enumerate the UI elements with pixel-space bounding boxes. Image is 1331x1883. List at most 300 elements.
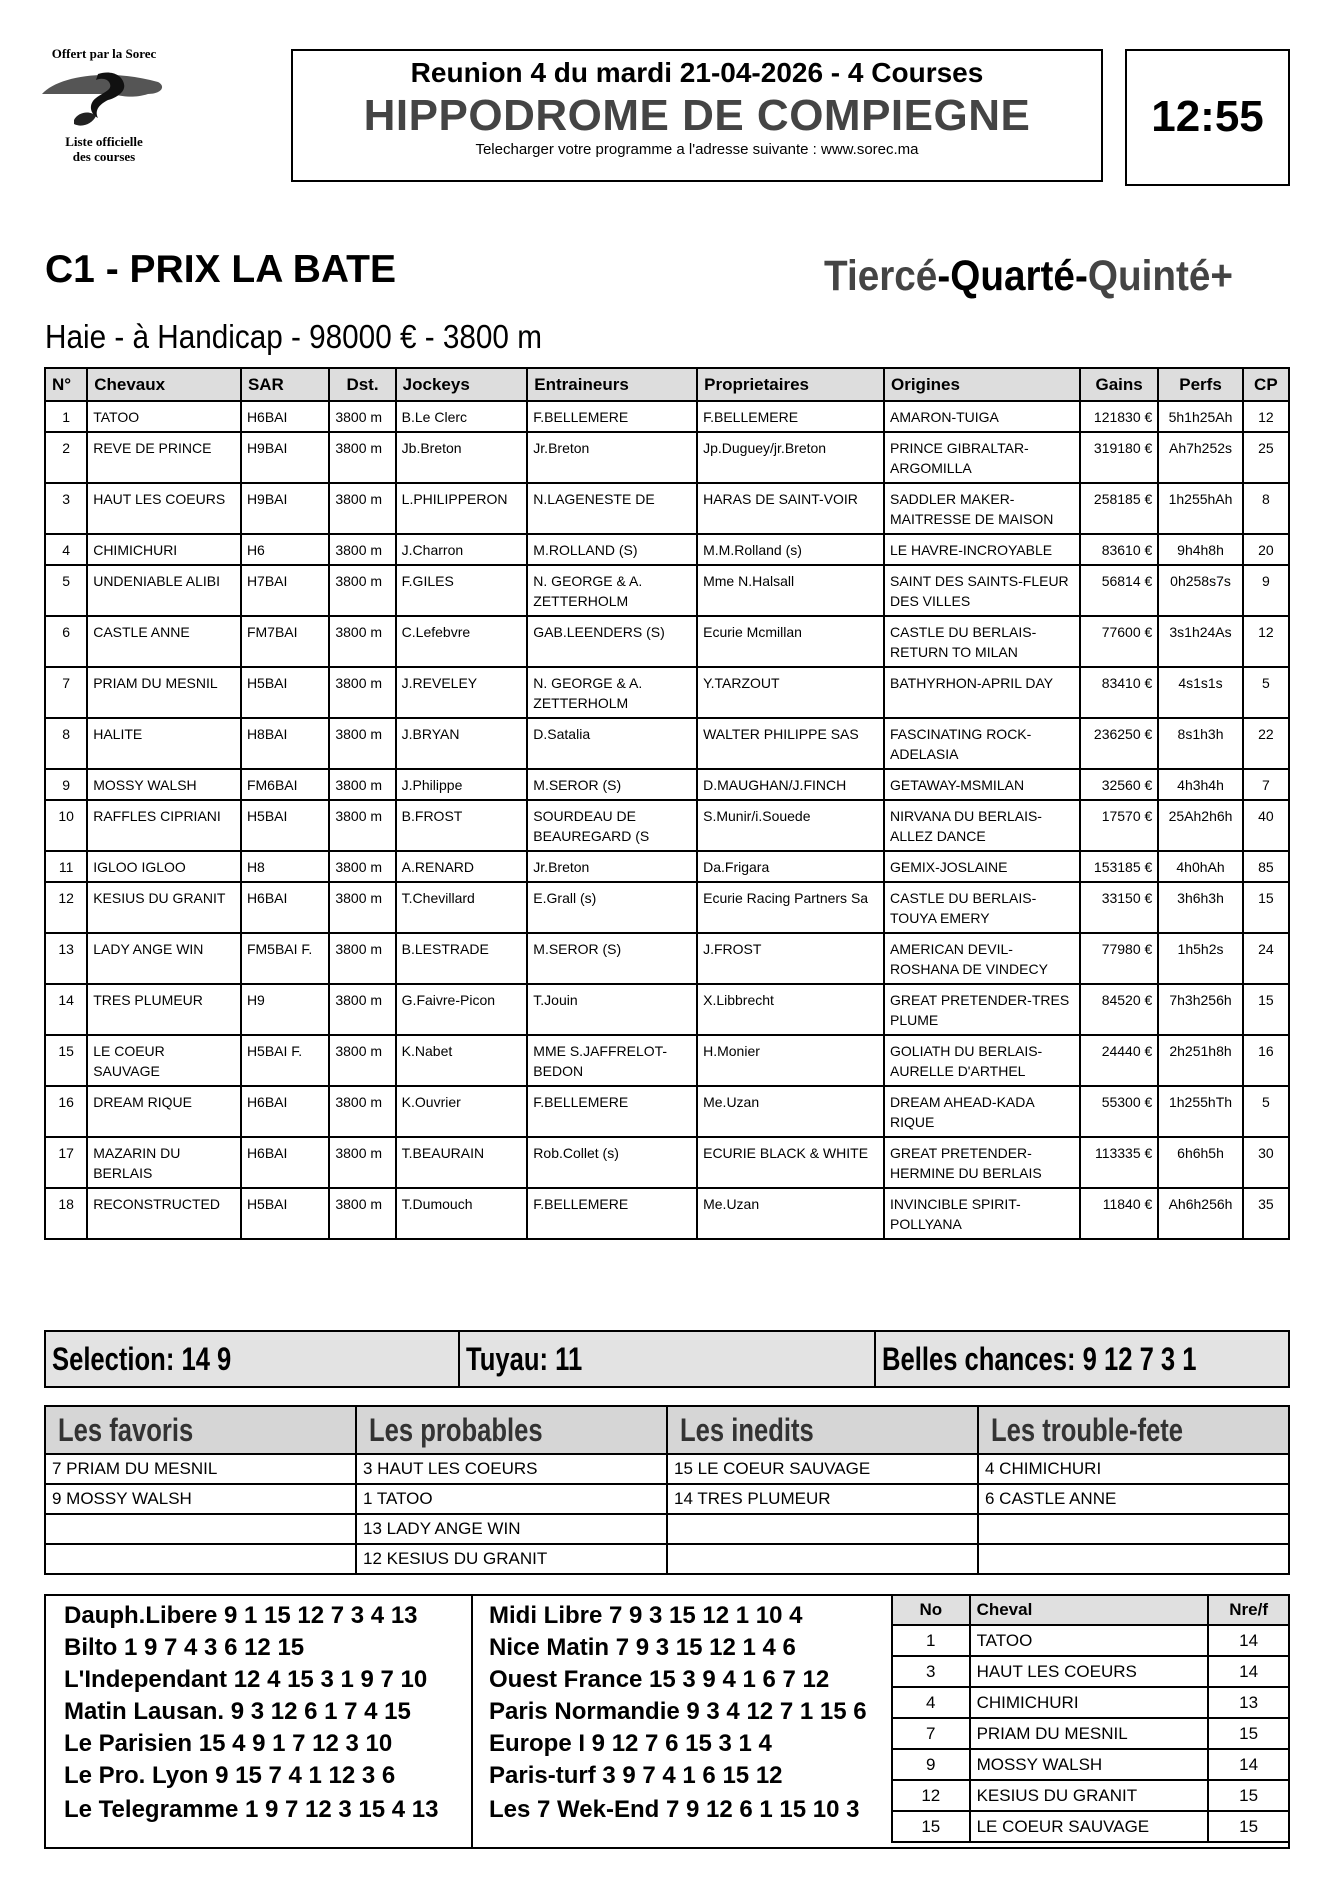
cell-trainer: N. GEORGE & A. ZETTERHOLM <box>527 667 697 718</box>
cell-origins: BATHYRHON-APRIL DAY <box>884 667 1080 718</box>
press-line: Matin Lausan. 9 3 12 6 1 7 4 15 <box>64 1698 411 1725</box>
category-header-label: Les favoris <box>58 1411 194 1448</box>
venue-title: HIPPODROME DE COMPIEGNE <box>363 91 1031 140</box>
press-line: Midi Libre 7 9 3 15 12 1 10 4 <box>489 1602 803 1629</box>
runners-header-row <box>45 368 1289 401</box>
cell-earnings: 77980 € <box>1080 933 1158 984</box>
cell-perfs: Ah7h252s <box>1158 432 1242 483</box>
cell-distance: 3800 m <box>329 1137 395 1188</box>
cell-distance: 3800 m <box>329 933 395 984</box>
category-trouble-fete-entry <box>978 1514 1289 1544</box>
cell-earnings: 84520 € <box>1080 984 1158 1035</box>
cell-jockey: B.Le Clerc <box>396 401 528 432</box>
cell-perfs: 1h255hAh <box>1158 483 1242 534</box>
runner-row <box>45 933 1289 984</box>
citations-row <box>892 1749 1289 1780</box>
cell-distance: 3800 m <box>329 1188 395 1239</box>
cell-origins: SADDLER MAKER-MAITRESSE DE MAISON <box>884 483 1080 534</box>
citations-horse: MOSSY WALSH <box>970 1749 1209 1780</box>
cell-cp: 5 <box>1243 667 1289 718</box>
cell-owner: Me.Uzan <box>697 1188 884 1239</box>
cell-trainer: M.SEROR (S) <box>527 769 697 800</box>
cell-perfs: 5h1h25Ah <box>1158 401 1242 432</box>
citations-row <box>892 1811 1289 1842</box>
citations-count: 15 <box>1208 1811 1289 1842</box>
cell-perfs: 1h5h2s <box>1158 933 1242 984</box>
citations-horse: CHIMICHURI <box>970 1687 1209 1718</box>
runner-row <box>45 882 1289 933</box>
cell-earnings: 258185 € <box>1080 483 1158 534</box>
race-time: 12:55 <box>1125 49 1290 186</box>
runner-row <box>45 1188 1289 1239</box>
cell-origins: GREAT PRETENDER-TRES PLUME <box>884 984 1080 1035</box>
runner-row <box>45 984 1289 1035</box>
cell-origins: SAINT DES SAINTS-FLEUR DES VILLES <box>884 565 1080 616</box>
cell-jockey: C.Lefebvre <box>396 616 528 667</box>
header-cp: CP <box>1243 368 1289 401</box>
cell-owner: ECURIE BLACK & WHITE <box>697 1137 884 1188</box>
cell-perfs: 3h6h3h <box>1158 882 1242 933</box>
cell-number: 8 <box>45 718 87 769</box>
category-trouble-fete-entry: 6 CASTLE ANNE <box>978 1484 1289 1514</box>
cell-horse: MAZARIN DU BERLAIS <box>87 1137 241 1188</box>
cell-trainer: F.BELLEMERE <box>527 401 697 432</box>
runner-row <box>45 1035 1289 1086</box>
cell-sar: H7BAI <box>241 565 329 616</box>
cell-sar: H6BAI <box>241 401 329 432</box>
category-probables-entry: 13 LADY ANGE WIN <box>356 1514 667 1544</box>
cell-cp: 7 <box>1243 769 1289 800</box>
category-favorites-entry <box>45 1514 356 1544</box>
cell-jockey: L.PHILIPPERON <box>396 483 528 534</box>
category-favorites-entry <box>45 1544 356 1574</box>
runner-row <box>45 1086 1289 1137</box>
cell-perfs: 4h3h4h <box>1158 769 1242 800</box>
runner-row <box>45 616 1289 667</box>
cell-distance: 3800 m <box>329 432 395 483</box>
press-line: Nice Matin 7 9 3 15 12 1 4 6 <box>489 1634 796 1661</box>
citations-number: 9 <box>892 1749 970 1780</box>
cell-number: 17 <box>45 1137 87 1188</box>
cell-distance: 3800 m <box>329 882 395 933</box>
press-line: Bilto 1 9 7 4 3 6 12 15 <box>64 1634 305 1661</box>
cell-owner: Da.Frigara <box>697 851 884 882</box>
meeting-title: Reunion 4 du mardi 21-04-2026 - 4 Courses <box>410 57 984 88</box>
cell-horse: RECONSTRUCTED <box>87 1188 241 1239</box>
cell-sar: FM5BAI F. <box>241 933 329 984</box>
citations-number: 15 <box>892 1811 970 1842</box>
cell-earnings: 83410 € <box>1080 667 1158 718</box>
cell-jockey: F.GILES <box>396 565 528 616</box>
citations-number: 3 <box>892 1656 970 1687</box>
cell-number: 3 <box>45 483 87 534</box>
citations-number: 7 <box>892 1718 970 1749</box>
cell-horse: LE COEUR SAUVAGE <box>87 1035 241 1086</box>
cell-jockey: T.Chevillard <box>396 882 528 933</box>
citations-number: 12 <box>892 1780 970 1811</box>
cell-trainer: M.SEROR (S) <box>527 933 697 984</box>
cell-cp: 16 <box>1243 1035 1289 1086</box>
sorec-logo <box>34 46 174 176</box>
press-column-2 <box>471 1596 891 1847</box>
citations-header-number: No <box>892 1595 970 1625</box>
cell-jockey: K.Nabet <box>396 1035 528 1086</box>
cell-trainer: N.LAGENESTE DE <box>527 483 697 534</box>
cell-jockey: K.Ouvrier <box>396 1086 528 1137</box>
cell-perfs: 4s1s1s <box>1158 667 1242 718</box>
cell-perfs: Ah6h256h <box>1158 1188 1242 1239</box>
bet-type <box>824 252 1233 301</box>
cell-owner: M.M.Rolland (s) <box>697 534 884 565</box>
cell-trainer: MME S.JAFFRELOT-BEDON <box>527 1035 697 1086</box>
runner-row <box>45 769 1289 800</box>
category-favorites-header <box>45 1406 356 1454</box>
cell-perfs: 3s1h24As <box>1158 616 1242 667</box>
press-line: Paris-turf 3 9 7 4 1 6 15 12 <box>489 1762 783 1789</box>
cell-earnings: 153185 € <box>1080 851 1158 882</box>
citations-horse: LE COEUR SAUVAGE <box>970 1811 1209 1842</box>
cell-trainer: E.Grall (s) <box>527 882 697 933</box>
cell-horse: CASTLE ANNE <box>87 616 241 667</box>
cell-trainer: Jr.Breton <box>527 851 697 882</box>
cell-number: 4 <box>45 534 87 565</box>
logo-top-text: Offert par la Sorec <box>51 46 157 61</box>
citations-header-horse: Cheval <box>970 1595 1209 1625</box>
citations-horse: HAUT LES COEURS <box>970 1656 1209 1687</box>
belles-chances-box <box>874 1330 1290 1388</box>
cell-horse: REVE DE PRINCE <box>87 432 241 483</box>
cell-owner: WALTER PHILIPPE SAS <box>697 718 884 769</box>
press-line: Europe I 9 12 7 6 15 3 1 4 <box>489 1730 772 1757</box>
cell-distance: 3800 m <box>329 1035 395 1086</box>
cell-cp: 9 <box>1243 565 1289 616</box>
cell-number: 11 <box>45 851 87 882</box>
cell-earnings: 319180 € <box>1080 432 1158 483</box>
cell-number: 14 <box>45 984 87 1035</box>
category-probables-entry: 1 TATOO <box>356 1484 667 1514</box>
cell-horse: CHIMICHURI <box>87 534 241 565</box>
press-line: Le Telegramme 1 9 7 12 3 15 4 13 <box>64 1796 439 1823</box>
citations-horse: TATOO <box>970 1625 1209 1656</box>
cell-number: 9 <box>45 769 87 800</box>
cell-horse: RAFFLES CIPRIANI <box>87 800 241 851</box>
cell-earnings: 83610 € <box>1080 534 1158 565</box>
cell-cp: 25 <box>1243 432 1289 483</box>
cell-number: 6 <box>45 616 87 667</box>
cell-jockey: Jb.Breton <box>396 432 528 483</box>
citations-header-row <box>892 1595 1289 1625</box>
cell-owner: Mme N.Halsall <box>697 565 884 616</box>
cell-cp: 24 <box>1243 933 1289 984</box>
cell-sar: H5BAI F. <box>241 1035 329 1086</box>
cell-sar: H5BAI <box>241 800 329 851</box>
runner-row <box>45 851 1289 882</box>
cell-owner: X.Libbrecht <box>697 984 884 1035</box>
citations-number: 4 <box>892 1687 970 1718</box>
cell-origins: GREAT PRETENDER-HERMINE DU BERLAIS <box>884 1137 1080 1188</box>
cell-sar: H9 <box>241 984 329 1035</box>
horse-rider-icon <box>38 64 170 136</box>
cell-origins: NIRVANA DU BERLAIS-ALLEZ DANCE <box>884 800 1080 851</box>
citations-row <box>892 1625 1289 1656</box>
cell-distance: 3800 m <box>329 800 395 851</box>
cell-earnings: 113335 € <box>1080 1137 1158 1188</box>
cell-earnings: 56814 € <box>1080 565 1158 616</box>
cell-perfs: 4h0hAh <box>1158 851 1242 882</box>
category-trouble-fete-entry: 4 CHIMICHURI <box>978 1454 1289 1484</box>
cell-cp: 12 <box>1243 616 1289 667</box>
cell-jockey: J.Philippe <box>396 769 528 800</box>
cell-perfs: 7h3h256h <box>1158 984 1242 1035</box>
cell-horse: IGLOO IGLOO <box>87 851 241 882</box>
cell-distance: 3800 m <box>329 851 395 882</box>
header-horse: Chevaux <box>87 368 241 401</box>
cell-number: 10 <box>45 800 87 851</box>
cell-trainer: F.BELLEMERE <box>527 1086 697 1137</box>
citations-count: 14 <box>1208 1749 1289 1780</box>
cell-cp: 8 <box>1243 483 1289 534</box>
selection-box <box>44 1330 460 1388</box>
cell-earnings: 17570 € <box>1080 800 1158 851</box>
cell-trainer: Jr.Breton <box>527 432 697 483</box>
cell-owner: S.Munir/i.Souede <box>697 800 884 851</box>
category-probables-entry: 12 KESIUS DU GRANIT <box>356 1544 667 1574</box>
cell-sar: H6 <box>241 534 329 565</box>
category-inedits-entry <box>667 1514 978 1544</box>
cell-earnings: 32560 € <box>1080 769 1158 800</box>
cell-origins: AMARON-TUIGA <box>884 401 1080 432</box>
cell-owner: Ecurie Racing Partners Sa <box>697 882 884 933</box>
cell-distance: 3800 m <box>329 534 395 565</box>
category-probables-header <box>356 1406 667 1454</box>
cell-cp: 35 <box>1243 1188 1289 1239</box>
cell-number: 16 <box>45 1086 87 1137</box>
cell-trainer: Rob.Collet (s) <box>527 1137 697 1188</box>
category-favorites-entry: 9 MOSSY WALSH <box>45 1484 356 1514</box>
cell-owner: Ecurie Mcmillan <box>697 616 884 667</box>
cell-jockey: B.FROST <box>396 800 528 851</box>
citations-row <box>892 1780 1289 1811</box>
cell-origins: INVINCIBLE SPIRIT-POLLYANA <box>884 1188 1080 1239</box>
cell-sar: H8BAI <box>241 718 329 769</box>
cell-number: 12 <box>45 882 87 933</box>
cell-sar: H6BAI <box>241 1086 329 1137</box>
press-line: Les 7 Wek-End 7 9 12 6 1 15 10 3 <box>489 1796 860 1823</box>
cell-number: 15 <box>45 1035 87 1086</box>
cell-origins: DREAM AHEAD-KADA RIQUE <box>884 1086 1080 1137</box>
press-line: Le Parisien 15 4 9 1 7 12 3 10 <box>64 1730 393 1757</box>
cell-number: 1 <box>45 401 87 432</box>
cell-owner: H.Monier <box>697 1035 884 1086</box>
cell-origins: GETAWAY-MSMILAN <box>884 769 1080 800</box>
bet-tierce: Tiercé <box>824 252 938 300</box>
citations-table <box>891 1594 1290 1843</box>
logo-bottom-text <box>34 134 174 164</box>
tuyau-box <box>458 1330 876 1388</box>
cell-earnings: 55300 € <box>1080 1086 1158 1137</box>
cell-perfs: 2h251h8h <box>1158 1035 1242 1086</box>
citations-count: 15 <box>1208 1718 1289 1749</box>
cell-number: 18 <box>45 1188 87 1239</box>
citations-horse: KESIUS DU GRANIT <box>970 1780 1209 1811</box>
cell-distance: 3800 m <box>329 667 395 718</box>
header-number: N° <box>45 368 87 401</box>
logo-bottom-line-2: des courses <box>72 149 136 164</box>
press-line: Le Pro. Lyon 9 15 7 4 1 12 3 6 <box>64 1762 396 1789</box>
cell-distance: 3800 m <box>329 565 395 616</box>
category-row <box>45 1484 1289 1514</box>
header-trainer: Entraineurs <box>527 368 697 401</box>
cell-distance: 3800 m <box>329 769 395 800</box>
download-note: Telecharger votre programme a l'adresse suivante : www.sorec.ma <box>475 141 919 158</box>
cell-trainer: T.Jouin <box>527 984 697 1035</box>
logo-bottom-line-1: Liste officielle <box>65 134 143 149</box>
cell-origins: GEMIX-JOSLAINE <box>884 851 1080 882</box>
cell-jockey: T.BEAURAIN <box>396 1137 528 1188</box>
category-inedits-entry: 14 TRES PLUMEUR <box>667 1484 978 1514</box>
category-trouble-fete-header <box>978 1406 1289 1454</box>
cell-perfs: 25Ah2h6h <box>1158 800 1242 851</box>
cell-cp: 30 <box>1243 1137 1289 1188</box>
press-line: L'Independant 12 4 15 3 1 9 7 10 <box>64 1666 428 1693</box>
bet-quinte: Quinté+ <box>1087 252 1233 300</box>
header-owner: Proprietaires <box>697 368 884 401</box>
cell-distance: 3800 m <box>329 401 395 432</box>
category-row <box>45 1544 1289 1574</box>
runners-table <box>44 367 1290 1240</box>
cell-earnings: 121830 € <box>1080 401 1158 432</box>
cell-perfs: 8s1h3h <box>1158 718 1242 769</box>
cell-sar: FM6BAI <box>241 769 329 800</box>
cell-jockey: A.RENARD <box>396 851 528 882</box>
category-row <box>45 1514 1289 1544</box>
cell-perfs: 9h4h8h <box>1158 534 1242 565</box>
cell-origins: LE HAVRE-INCROYABLE <box>884 534 1080 565</box>
selection-text: Selection: 14 9 <box>52 1341 232 1377</box>
cell-horse: KESIUS DU GRANIT <box>87 882 241 933</box>
cell-cp: 20 <box>1243 534 1289 565</box>
cell-distance: 3800 m <box>329 483 395 534</box>
press-column-1 <box>46 1596 473 1847</box>
cell-owner: D.MAUGHAN/J.FINCH <box>697 769 884 800</box>
citations-count: 13 <box>1208 1687 1289 1718</box>
category-row <box>45 1454 1289 1484</box>
cell-perfs: 6h6h5h <box>1158 1137 1242 1188</box>
runner-row <box>45 800 1289 851</box>
cell-horse: TRES PLUMEUR <box>87 984 241 1035</box>
cell-distance: 3800 m <box>329 718 395 769</box>
cell-sar: H8 <box>241 851 329 882</box>
cell-sar: H5BAI <box>241 667 329 718</box>
cell-trainer: F.BELLEMERE <box>527 1188 697 1239</box>
cell-trainer: M.ROLLAND (S) <box>527 534 697 565</box>
category-inedits-header <box>667 1406 978 1454</box>
citations-count: 14 <box>1208 1656 1289 1687</box>
citations-count: 14 <box>1208 1625 1289 1656</box>
press-predictions <box>44 1594 1290 1849</box>
cell-sar: H9BAI <box>241 432 329 483</box>
cell-number: 13 <box>45 933 87 984</box>
cell-earnings: 11840 € <box>1080 1188 1158 1239</box>
runner-row <box>45 534 1289 565</box>
press-line: Ouest France 15 3 9 4 1 6 7 12 <box>489 1666 830 1693</box>
cell-owner: Jp.Duguey/jr.Breton <box>697 432 884 483</box>
cell-origins: CASTLE DU BERLAIS-RETURN TO MILAN <box>884 616 1080 667</box>
cell-trainer: N. GEORGE & A. ZETTERHOLM <box>527 565 697 616</box>
header-distance: Dst. <box>329 368 395 401</box>
press-line: Paris Normandie 9 3 4 12 7 1 15 6 <box>489 1698 867 1725</box>
header-jockey: Jockeys <box>396 368 528 401</box>
category-trouble-fete-entry <box>978 1544 1289 1574</box>
header-sar: SAR <box>241 368 329 401</box>
category-header-label: Les probables <box>369 1411 543 1448</box>
category-favorites-entry: 7 PRIAM DU MESNIL <box>45 1454 356 1484</box>
press-line: Dauph.Libere 9 1 15 12 7 3 4 13 <box>64 1602 418 1629</box>
cell-origins: FASCINATING ROCK-ADELASIA <box>884 718 1080 769</box>
cell-distance: 3800 m <box>329 1086 395 1137</box>
cell-number: 7 <box>45 667 87 718</box>
cell-horse: DREAM RIQUE <box>87 1086 241 1137</box>
citations-header-count: Nre/f <box>1208 1595 1289 1625</box>
cell-jockey: J.REVELEY <box>396 667 528 718</box>
cell-horse: HALITE <box>87 718 241 769</box>
cell-perfs: 0h258s7s <box>1158 565 1242 616</box>
runner-row <box>45 667 1289 718</box>
cell-jockey: T.Dumouch <box>396 1188 528 1239</box>
cell-horse: HAUT LES COEURS <box>87 483 241 534</box>
citations-row <box>892 1687 1289 1718</box>
citations-horse: PRIAM DU MESNIL <box>970 1718 1209 1749</box>
cell-number: 2 <box>45 432 87 483</box>
cell-jockey: J.BRYAN <box>396 718 528 769</box>
cell-distance: 3800 m <box>329 616 395 667</box>
category-probables-entry: 3 HAUT LES COEURS <box>356 1454 667 1484</box>
citations-number: 1 <box>892 1625 970 1656</box>
cell-owner: Me.Uzan <box>697 1086 884 1137</box>
category-header-label: Les trouble-fete <box>991 1411 1184 1448</box>
cell-sar: FM7BAI <box>241 616 329 667</box>
race-title: C1 - PRIX LA BATE <box>45 248 397 291</box>
header-earnings: Gains <box>1080 368 1158 401</box>
cell-origins: CASTLE DU BERLAIS-TOUYA EMERY <box>884 882 1080 933</box>
cell-horse: PRIAM DU MESNIL <box>87 667 241 718</box>
categories-header-row <box>45 1406 1289 1454</box>
cell-owner: F.BELLEMERE <box>697 401 884 432</box>
cell-earnings: 24440 € <box>1080 1035 1158 1086</box>
cell-owner: J.FROST <box>697 933 884 984</box>
cell-jockey: B.LESTRADE <box>396 933 528 984</box>
cell-owner: HARAS DE SAINT-VOIR <box>697 483 884 534</box>
runner-row <box>45 432 1289 483</box>
cell-sar: H6BAI <box>241 882 329 933</box>
citations-count: 15 <box>1208 1780 1289 1811</box>
cell-distance: 3800 m <box>329 984 395 1035</box>
cell-sar: H6BAI <box>241 1137 329 1188</box>
cell-trainer: SOURDEAU DE BEAUREGARD (S <box>527 800 697 851</box>
belles-chances-text: Belles chances: 9 12 7 3 1 <box>882 1341 1197 1377</box>
citations-row <box>892 1718 1289 1749</box>
tuyau-text: Tuyau: 11 <box>466 1341 583 1377</box>
cell-cp: 85 <box>1243 851 1289 882</box>
cell-perfs: 1h255hTh <box>1158 1086 1242 1137</box>
runner-row <box>45 1137 1289 1188</box>
cell-earnings: 33150 € <box>1080 882 1158 933</box>
category-inedits-entry: 15 LE COEUR SAUVAGE <box>667 1454 978 1484</box>
cell-sar: H9BAI <box>241 483 329 534</box>
cell-horse: TATOO <box>87 401 241 432</box>
cell-horse: LADY ANGE WIN <box>87 933 241 984</box>
cell-trainer: GAB.LEENDERS (S) <box>527 616 697 667</box>
